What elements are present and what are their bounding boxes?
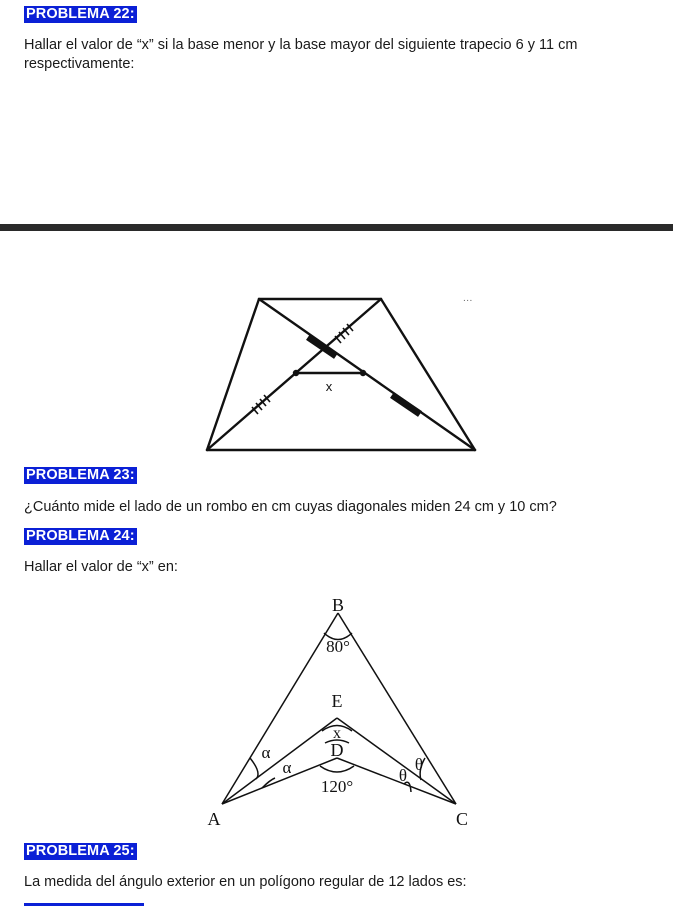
problem-24-header: PROBLEMA 24:	[26, 528, 135, 544]
problem-25-text: La medida del ángulo exterior en un polígono regular de 12 lados es:	[24, 874, 467, 890]
alpha-arc-outer	[250, 758, 258, 779]
vertex-d-label: D	[330, 740, 344, 760]
problem-25-header: PROBLEMA 25:	[26, 843, 135, 859]
vertex-e-label: E	[331, 691, 343, 711]
side-ab	[222, 613, 338, 804]
problem-23-text: ¿Cuánto mide el lado de un rombo en cm cuyas diagonales miden 24 cm y 10 cm?	[24, 499, 557, 515]
more-options-icon[interactable]: ...	[463, 293, 473, 304]
angle-b-label: 80°	[326, 637, 350, 656]
vertex-c-label: C	[455, 809, 469, 829]
problem-22-header: PROBLEMA 22:	[26, 6, 135, 22]
segment-ec	[337, 718, 456, 804]
theta-outer-label: θ	[414, 755, 424, 774]
segment-ad	[222, 758, 337, 804]
alpha-outer-label: α	[261, 743, 271, 762]
problem-22-text: Hallar el valor de “x” si la base menor y la base mayor del siguiente trapecio 6 y 11 cm respectivamente:	[24, 37, 578, 72]
problem-24-text: Hallar el valor de “x” en:	[24, 559, 178, 575]
angle-x-label: x	[333, 725, 341, 742]
theta-inner-label: θ	[398, 766, 408, 785]
angle-d-arc	[320, 766, 354, 772]
segment-dc	[337, 758, 456, 804]
alpha-inner-label: α	[282, 758, 292, 777]
problem-23-header: PROBLEMA 23:	[26, 467, 135, 483]
vertex-b-label: B	[331, 595, 345, 615]
vertex-a-label: A	[207, 809, 221, 829]
trapezoid-x-label: x	[325, 379, 333, 394]
angle-d-label: 120°	[320, 777, 354, 796]
side-bc	[338, 613, 456, 804]
segment-ae	[222, 718, 337, 804]
